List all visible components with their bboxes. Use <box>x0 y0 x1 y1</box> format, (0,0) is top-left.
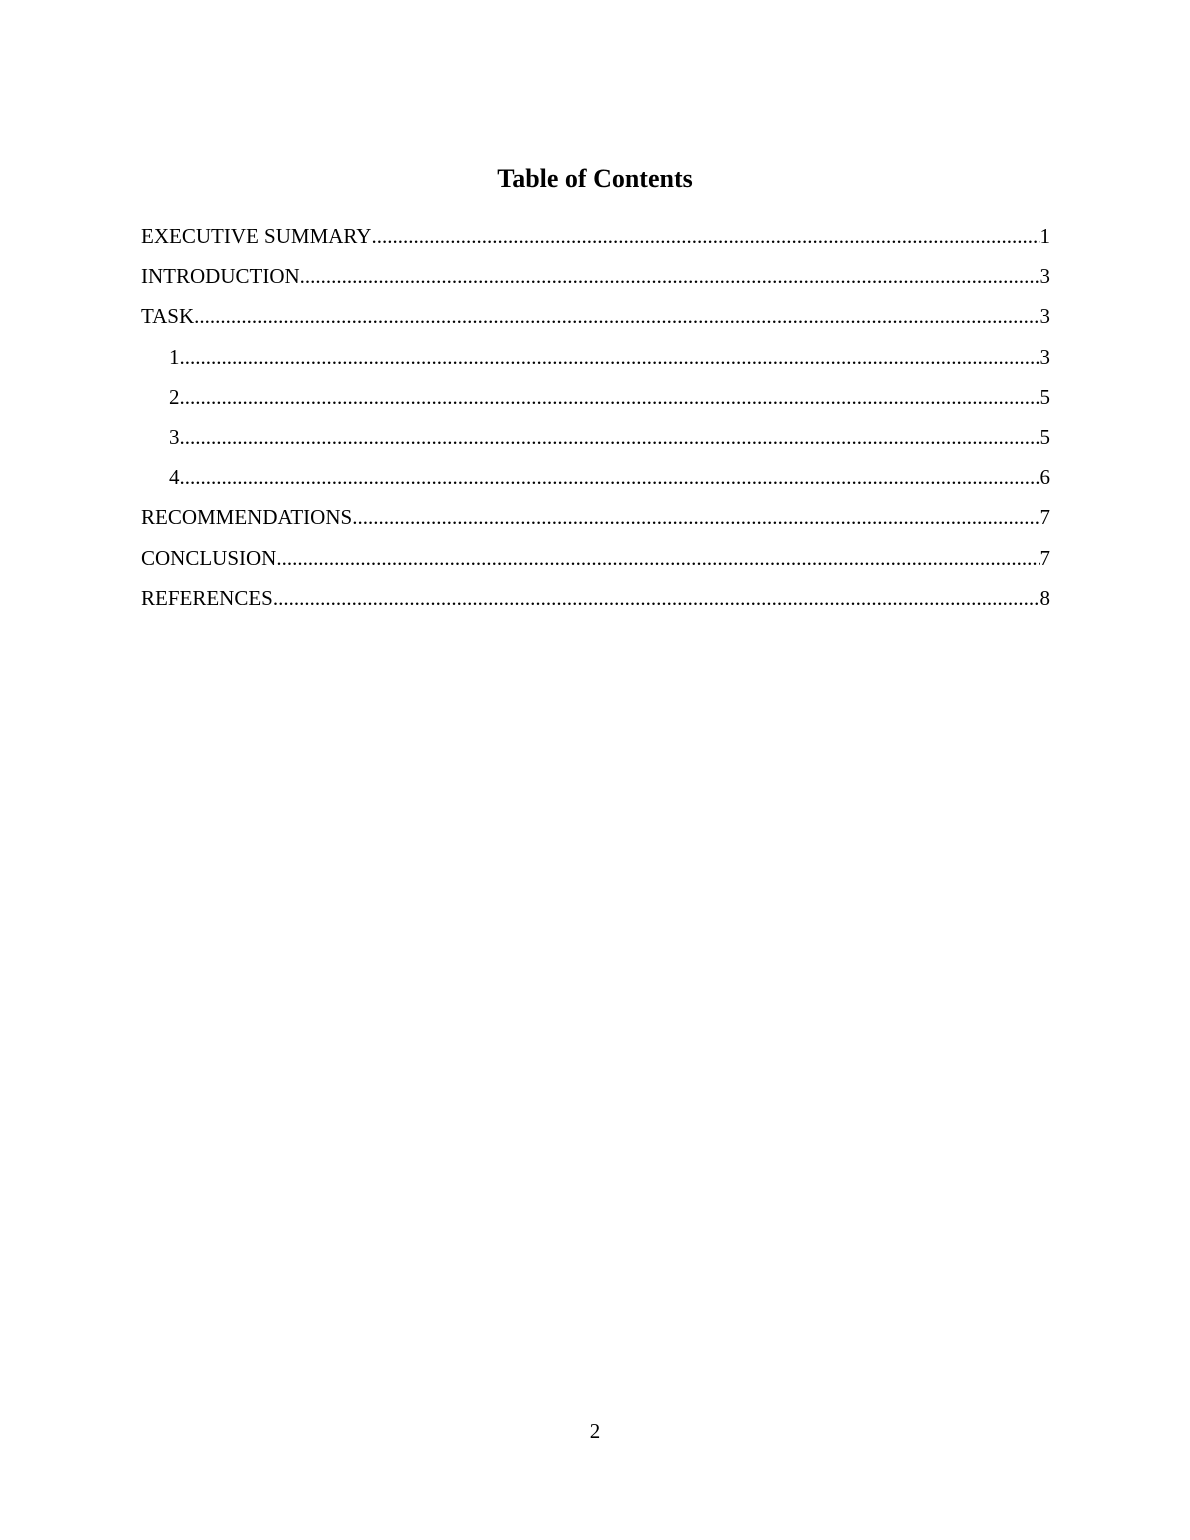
toc-title: Table of Contents <box>497 164 693 193</box>
toc-entry-page: 5 <box>1039 384 1050 409</box>
toc-dot-leader <box>273 584 1040 612</box>
toc-entry-recommendations[interactable] <box>141 503 1050 543</box>
toc-dot-leader <box>300 262 1040 290</box>
toc-entry-page: 1 <box>1039 224 1050 248</box>
toc-entry-task-4[interactable] <box>141 463 1050 503</box>
toc-list <box>141 222 1050 624</box>
toc-entry-page: 3 <box>1039 304 1050 329</box>
toc-entry-page: 5 <box>1039 424 1050 449</box>
toc-dot-leader <box>185 463 1040 491</box>
toc-entry-page: 7 <box>1039 545 1050 570</box>
toc-entry-page: 3 <box>1039 344 1050 369</box>
toc-entry-task-1[interactable] <box>141 343 1050 383</box>
toc-entry-label: TASK <box>141 304 195 329</box>
toc-entry-introduction[interactable] <box>141 262 1050 302</box>
toc-entry-label: RECOMMENDATIONS <box>141 505 353 530</box>
toc-entry-page: 3 <box>1039 264 1050 289</box>
toc-entry-references[interactable] <box>141 584 1050 624</box>
toc-dot-leader <box>194 302 1039 330</box>
toc-entry-page: 8 <box>1039 585 1050 610</box>
toc-entry-page: 6 <box>1039 465 1050 490</box>
toc-entry-label: REFERENCES <box>141 585 273 610</box>
toc-dot-leader <box>371 222 1039 250</box>
toc-dot-leader <box>185 383 1040 411</box>
toc-entry-label: EXECUTIVE SUMMARY <box>141 224 372 248</box>
toc-entry-executive-summary[interactable] <box>141 222 1050 262</box>
toc-dot-leader <box>276 544 1039 572</box>
toc-entry-task[interactable] <box>141 302 1050 342</box>
toc-entry-task-2[interactable] <box>141 383 1050 423</box>
toc-entry-page: 7 <box>1039 505 1050 530</box>
toc-entry-label: 2. <box>169 384 185 409</box>
toc-entry-conclusion[interactable] <box>141 544 1050 584</box>
toc-entry-label: 3. <box>169 424 185 449</box>
toc-entry-label: INTRODUCTION <box>141 264 300 289</box>
toc-dot-leader <box>185 423 1040 451</box>
toc-dot-leader <box>185 343 1040 371</box>
toc-entry-label: 1. <box>169 344 185 369</box>
page-number: 2 <box>589 1419 601 1443</box>
toc-dot-leader <box>352 503 1039 531</box>
toc-entry-label: CONCLUSION <box>141 545 277 570</box>
toc-entry-label: 4. <box>169 465 185 490</box>
toc-entry-task-3[interactable] <box>141 423 1050 463</box>
